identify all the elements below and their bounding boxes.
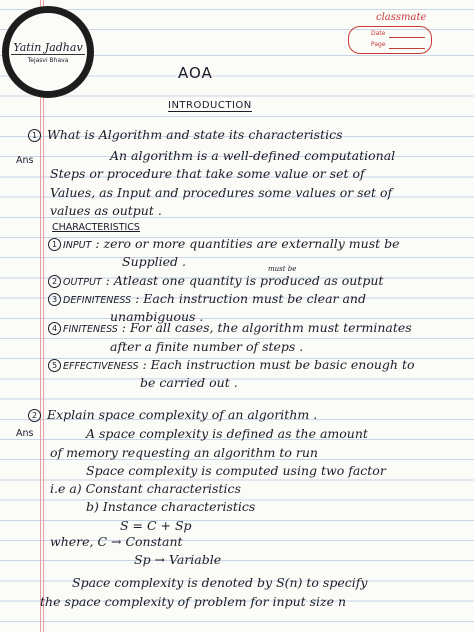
item-name: FINITENESS bbox=[63, 324, 118, 335]
answer-line: A space complexity is defined as the amount bbox=[86, 426, 368, 441]
item-text-continued: be carried out . bbox=[140, 375, 238, 390]
question-2 bbox=[28, 407, 317, 422]
item-number: 2 bbox=[48, 275, 61, 288]
page-label: Page bbox=[371, 41, 386, 48]
question-number: 1 bbox=[28, 129, 41, 142]
item-number: 3 bbox=[48, 293, 61, 306]
item-number: 1 bbox=[48, 238, 61, 251]
page-title: AOA bbox=[178, 64, 213, 82]
item-name: EFFECTIVENESS bbox=[63, 361, 139, 372]
characteristic-item bbox=[48, 291, 366, 306]
answer-line: Steps or procedure that take some value or set of bbox=[50, 166, 365, 181]
question-1 bbox=[28, 127, 343, 142]
insertion-note: must be bbox=[268, 265, 297, 273]
answer-line: i.e a) Constant characteristics bbox=[50, 481, 241, 496]
answer-line: b) Instance characteristics bbox=[86, 499, 256, 514]
item-text-continued: unambiguous . bbox=[110, 309, 204, 324]
question-text: What is Algorithm and state its characteristics bbox=[46, 127, 343, 142]
date-label: Date bbox=[371, 30, 386, 37]
answer-line: of memory requesting an algorithm to run bbox=[50, 445, 318, 460]
item-number: 5 bbox=[48, 359, 61, 372]
date-page-box bbox=[348, 26, 432, 54]
item-name: INPUT bbox=[63, 240, 92, 251]
stamp-name: Yatin Jadhav bbox=[13, 40, 83, 54]
characteristic-item bbox=[48, 273, 383, 288]
item-number: 4 bbox=[48, 322, 61, 335]
answer-line: where, C → Constant bbox=[50, 534, 183, 549]
item-text: : Atleast one quantity is produced as output bbox=[105, 273, 384, 288]
answer-line: the space complexity of problem for input size n bbox=[40, 594, 347, 609]
section-heading: INTRODUCTION bbox=[168, 100, 252, 111]
answer-line: An algorithm is a well-defined computational bbox=[110, 148, 396, 163]
formula: S = C + Sp bbox=[120, 518, 192, 533]
item-text: : zero or more quantities are externally must be bbox=[95, 236, 400, 251]
date-field bbox=[389, 37, 425, 38]
answer-label: Ans bbox=[16, 428, 34, 439]
item-name: OUTPUT bbox=[63, 277, 102, 288]
answer-label: Ans bbox=[16, 155, 34, 166]
item-text-continued: Supplied . bbox=[122, 254, 186, 269]
answer-line: Sp → Variable bbox=[134, 552, 222, 567]
item-text-continued: after a finite number of steps . bbox=[110, 339, 304, 354]
item-text: : For all cases, the algorithm must terminates bbox=[121, 320, 412, 335]
answer-line: values as output . bbox=[50, 203, 162, 218]
page-field bbox=[389, 48, 425, 49]
characteristic-item bbox=[48, 236, 400, 251]
item-name: DEFINITENESS bbox=[63, 295, 132, 306]
item-text: : Each instruction must be basic enough to bbox=[142, 357, 415, 372]
answer-line: Space complexity is denoted by S(n) to specify bbox=[72, 575, 368, 590]
item-text: : Each instruction must be clear and bbox=[135, 291, 366, 306]
characteristic-item bbox=[48, 357, 415, 372]
stamp-subtitle: Tejasvi Bhava bbox=[27, 56, 69, 64]
name-stamp bbox=[2, 6, 94, 98]
question-number: 2 bbox=[28, 409, 41, 422]
answer-line: Space complexity is computed using two factor bbox=[86, 463, 386, 478]
notebook-header bbox=[342, 12, 438, 56]
characteristics-heading: CHARACTERISTICS bbox=[52, 222, 140, 233]
brand-logo: classmate bbox=[376, 12, 427, 23]
answer-line: Values, as Input and procedures some values or set of bbox=[50, 185, 393, 200]
question-text: Explain space complexity of an algorithm . bbox=[46, 407, 318, 422]
characteristic-item bbox=[48, 320, 412, 335]
